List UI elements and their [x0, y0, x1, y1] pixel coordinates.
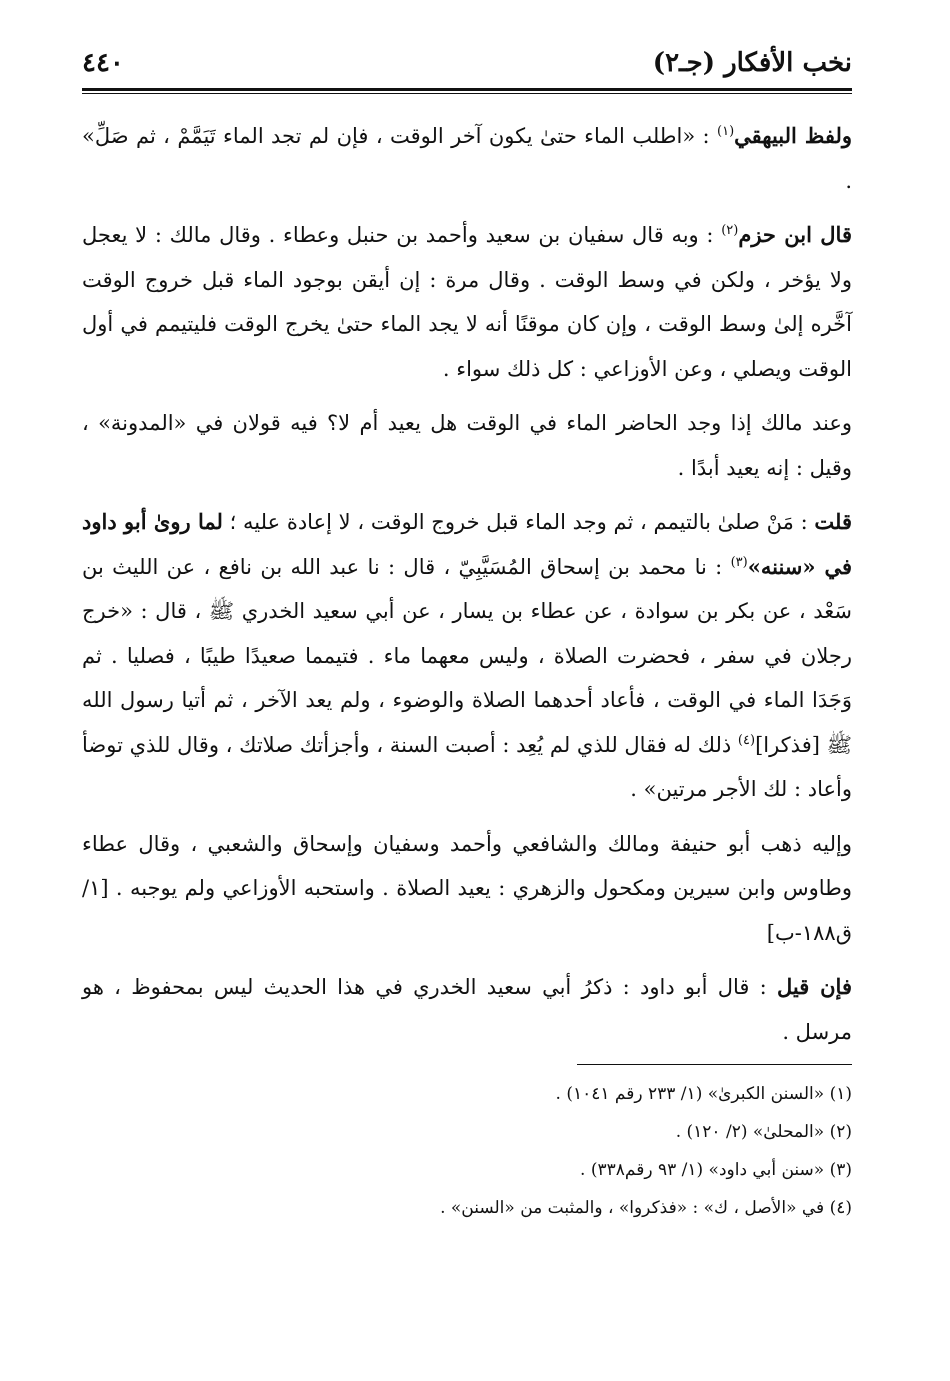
footnote-ref: (١)	[717, 124, 735, 139]
paragraph-ibn-hazm	[82, 213, 852, 391]
paragraph-text: وإليه ذهب أبو حنيفة ومالك والشافعي وأحمد وسفيان وإسحاق والشعبي ، وقال عطاء وطاوس وابن سيرين ومكحول والزهري : يعيد الصلاة . واستحبه الأوزاعي ولم يوجبه . [١/ ق١٨٨-ب]	[82, 831, 852, 945]
paragraph-text: ذلك له فقال للذي لم يُعِد : أصبت السنة ، وأجزأتك صلاتك ، وقال للذي توضأ وأعاد : لك الأجر مرتين» .	[82, 732, 852, 801]
paragraph-madhhab	[82, 822, 852, 956]
footnote-rule	[577, 1064, 852, 1065]
footnote-ref: (٢)	[721, 223, 739, 238]
paragraph-text: : مَنْ صلىٰ بالتيمم ، ثم وجد الماء قبل خروج الوقت ، لا إعادة عليه ؛	[222, 510, 815, 534]
paragraph-fa-in-qila	[82, 965, 852, 1054]
main-text	[82, 114, 852, 1054]
paragraph-qultu	[82, 500, 852, 812]
header-rule	[82, 88, 852, 94]
paragraph-lead: فإن قيل	[776, 974, 852, 999]
page-header	[82, 42, 852, 88]
paragraph-lead: ولفظ البيهقي	[734, 123, 852, 148]
book-page	[82, 42, 852, 1227]
paragraph-bold-phrase: لما روىٰ أبو داود في «سننه»	[82, 509, 852, 579]
paragraph-text: وعند مالك إذا وجد الحاضر الماء في الوقت هل يعيد أم لا؟ فيه قولان في «المدونة» ، وقيل : إنه يعيد أبدًا .	[82, 411, 852, 480]
paragraph-text: : قال أبو داود : ذكرُ أبي سعيد الخدري في هذا الحديث ليس بمحفوظ ، هو مرسل .	[82, 975, 852, 1044]
footnote-3: (٣) «سنن أبي داود» (١/ ٩٣ رقم٣٣٨) .	[580, 1160, 852, 1180]
footnote-ref: (٣)	[730, 554, 748, 570]
paragraph-lead: قلت	[814, 509, 853, 534]
paragraph-text: : وبه قال سفيان بن سعيد وأحمد بن حنبل وعطاء . وقال مالك : لا يعجل ولا يؤخر ، ولكن في وسط الوقت . وقال مرة : إن أيقن بوجود الماء قبل خروج الوقت آخَّره إلىٰ وسط الوقت ، وإن كان موقنًا أنه لا يجد الماء حتىٰ يخرج الوقت فليتيمم في أول الوقت ويصلي ، وعن الأوزاعي : كل ذلك سواء .	[82, 223, 852, 381]
running-title: نخب الأفكار (جـ٢)	[652, 48, 852, 78]
paragraph-lead: قال ابن حزم	[738, 222, 852, 247]
paragraph-bayhaqi	[82, 114, 852, 203]
page-number: ٤٤٠	[82, 48, 124, 78]
paragraph-text: : نا محمد بن إسحاق المُسَيَّبِيّ ، قال : نا عبد الله بن نافع ، عن الليث بن سَعْد ، عن بكر بن سوادة ، عن عطاء بن يسار ، عن أبي سعيد الخدري ﷺ ، قال : «خرج رجلان في سفر ، فحضرت الصلاة ، وليس معهما ماء . فتيمما صعيدًا طيبًا ، فصليا . ثم وَجَدَا الماء في الوقت ، فأعاد أحدهما الصلاة والوضوء ، ولم يعد الآخر ، ثم أتيا رسول الله ﷺ [فذكرا]	[82, 554, 852, 757]
paragraph-malik	[82, 401, 852, 490]
paragraph-text: : «اطلب الماء حتىٰ يكون آخر الوقت ، فإن لم تجد الماء تَيَمَّمْ ، ثم صَلِّ» .	[82, 124, 852, 193]
footnote-4: (٤) في «الأصل ، ك» : «فذكروا» ، والمثبت من «السنن» .	[440, 1198, 852, 1218]
footnotes	[82, 1075, 852, 1227]
footnote-ref: (٤)	[737, 732, 756, 748]
footnote-1: (١) «السنن الكبرىٰ» (١/ ٢٣٣ رقم ١٠٤١) .	[555, 1084, 852, 1104]
footnote-2: (٢) «المحلىٰ» (٢/ ١٢٠) .	[675, 1122, 852, 1142]
